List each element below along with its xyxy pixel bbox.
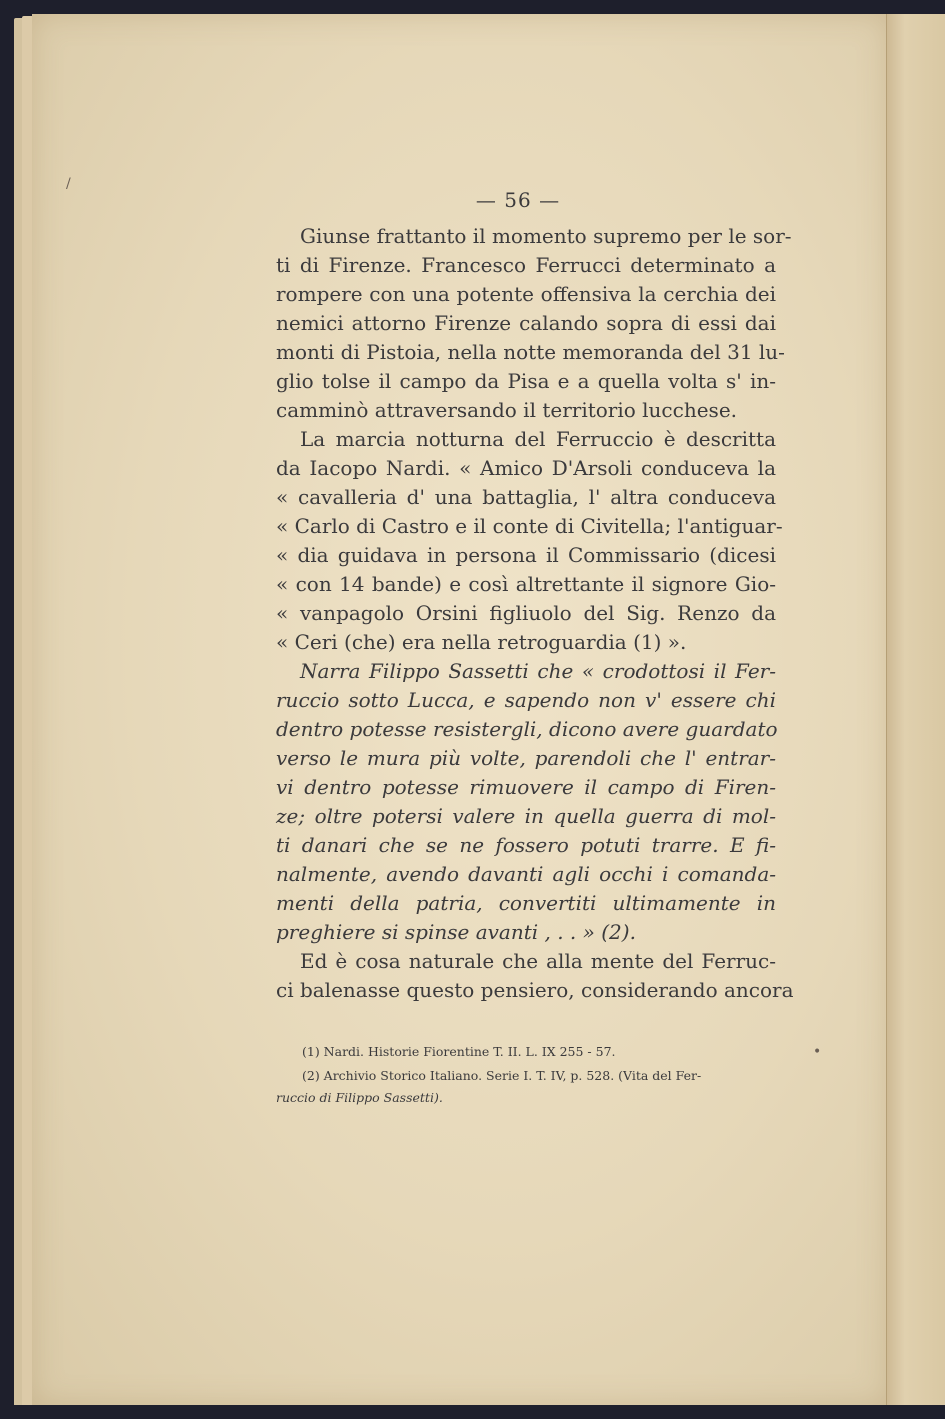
page-number: — 56 — [475, 188, 561, 212]
text-line: preghiere si spinse avanti , . . » (2). [276, 920, 636, 944]
text-line: rompere con una potente offensiva la cerchia dei [276, 282, 776, 306]
text-line: nalmente, avendo davanti agli occhi i comanda- [276, 862, 776, 886]
text-line: Narra Filippo Sassetti che « crodottosi il Fer- [300, 659, 776, 683]
text-line: vi dentro potesse rimuovere il campo di Firen- [276, 775, 776, 799]
text-line: dentro potesse resistergli, dicono avere guardato [276, 717, 778, 741]
footnote-2: (2) Archivio Storico Italiano. Serie I. T. IV, p. 528. (Vita del Fer- [302, 1068, 702, 1083]
text-line: menti della patria, convertiti ultimamente in [276, 891, 776, 915]
text-line: ze; oltre potersi valere in quella guerra di mol- [276, 804, 776, 828]
text-line: « cavalleria d' una battaglia, l' altra conduceva [276, 485, 776, 509]
text-line: Ed è cosa naturale che alla mente del Ferruc- [300, 949, 776, 973]
text-line: camminò attraversando il territorio lucchese. [276, 398, 738, 422]
text-line: « Carlo di Castro e il conte di Civitella; l'antiguar- [276, 514, 783, 538]
text-line: « dia guidava in persona il Commissario (dicesi [276, 543, 776, 567]
text-line: ruccio sotto Lucca, e sapendo non v' essere chi [276, 688, 776, 712]
text-line: monti di Pistoia, nella notte memoranda del 31 lu- [276, 340, 785, 364]
text-line: « Ceri (che) era nella retroguardia (1) ». [276, 630, 687, 654]
text-line: « con 14 bande) e così altrettante il signore Gio- [276, 572, 776, 596]
margin-dot-mark: • [813, 1044, 822, 1060]
text-line: ti di Firenze. Francesco Ferrucci determinato a [276, 253, 776, 277]
text-line: ti danari che se ne fossero potuti trarre. E fi- [276, 833, 776, 857]
text-line: verso le mura più volte, parendoli che l' entrar- [276, 746, 776, 770]
text-line: Giunse frattanto il momento supremo per le sor- [300, 224, 792, 248]
text-line: ci balenasse questo pensiero, considerando ancora [276, 978, 794, 1002]
text-line: nemici attorno Firenze calando sopra di essi dai [276, 311, 776, 335]
margin-stray-mark: / [66, 176, 71, 192]
scanner-background [0, 1405, 945, 1419]
text-line: La marcia notturna del Ferruccio è descritta [300, 427, 776, 451]
text-line: « vanpagolo Orsini figliuolo del Sig. Renzo da [276, 601, 776, 625]
facing-page-edge [886, 14, 945, 1409]
text-line: glio tolse il campo da Pisa e a quella volta s' in- [276, 369, 776, 393]
footnote-1: (1) Nardi. Historie Fiorentine T. II. L. IX 255 - 57. [302, 1044, 616, 1059]
footnote-2-continued: ruccio di Filippo Sassetti). [276, 1090, 443, 1105]
text-line: da Iacopo Nardi. « Amico D'Arsoli conduceva la [276, 456, 776, 480]
